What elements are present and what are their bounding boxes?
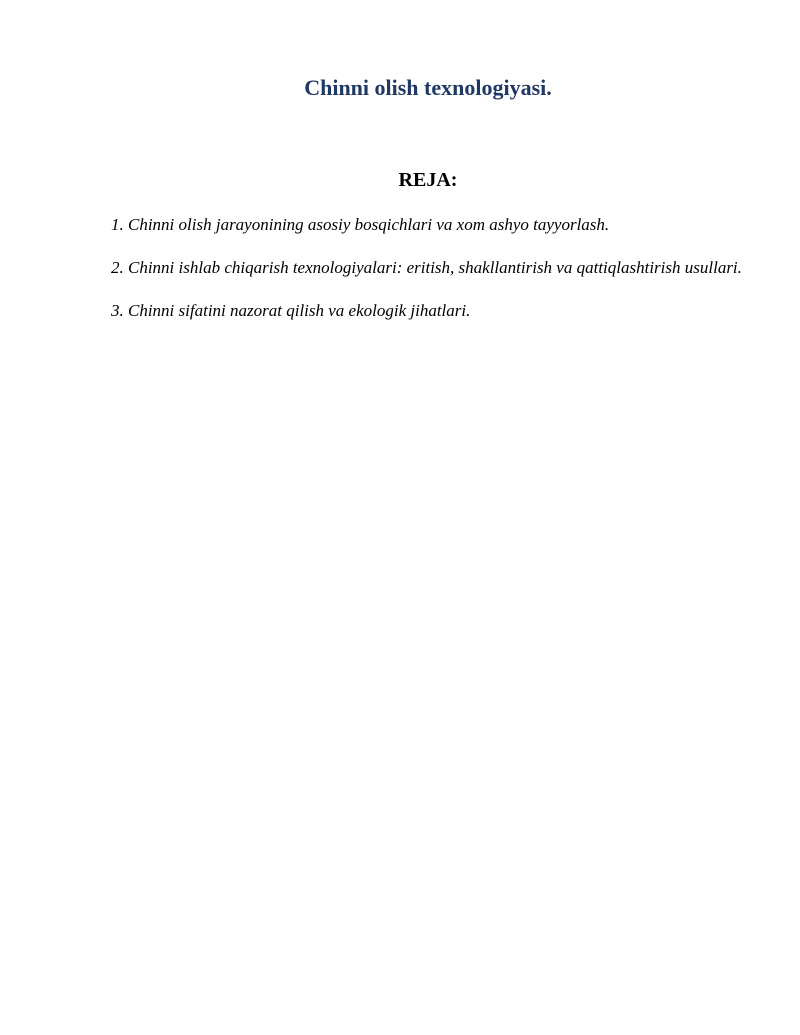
plan-list [111,210,742,339]
plan-item-2: 2. Chinni ishlab chiqarish texnologiyalari: eritish, shakllantirish va qattiqlashtirish usullari. [111,258,742,277]
document-title: Chinni olish texnologiyasi. [304,75,552,100]
plan-item-1: 1. Chinni olish jarayonining asosiy bosqichlari va xom ashyo tayyorlash. [111,215,610,234]
plan-item-3: 3. Chinni sifatini nazorat qilish va ekologik jihatlari. [111,301,471,320]
plan-heading: REJA: [398,169,458,191]
